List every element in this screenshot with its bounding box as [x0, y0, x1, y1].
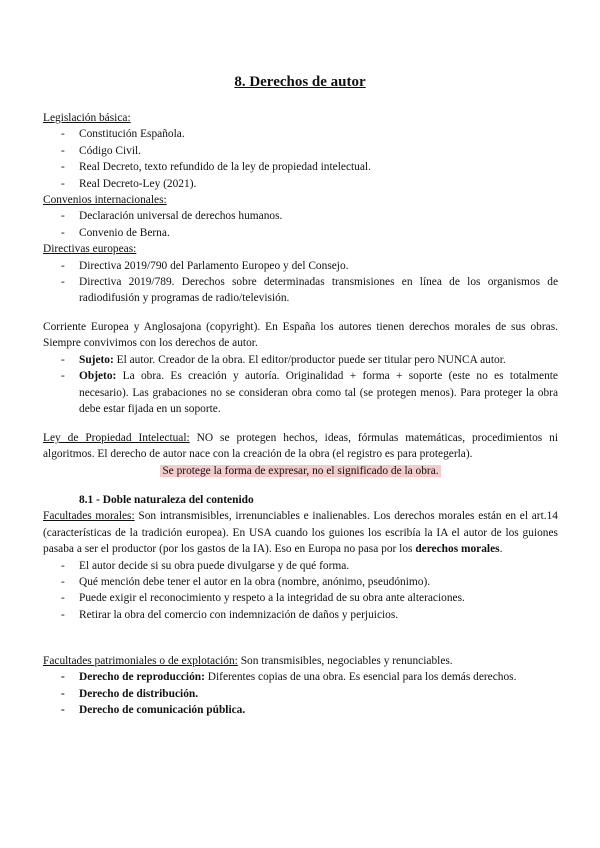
section-8-1-heading: 8.1 - Doble naturaleza del contenido	[79, 494, 254, 506]
patrimoniales-paragraph: Facultades patrimoniales o de explotación: Son transmisibles, negociables y renunciables.	[43, 655, 453, 667]
morales-list	[43, 558, 558, 624]
patrimoniales-section	[43, 653, 558, 719]
directivas-heading: Directivas europeas:	[43, 243, 137, 256]
morales-paragraph: Facultades morales: Son intransmisibles, irrenunciables e inalienables. Los derechos morales están en el art.14 (características de la tradición europea). En USA cuando los guiones los escribía la IA el autor de los guiones pasaba a ser el productor (por los gastos de la IA). Eso en Europa no pasa por los derechos morales.	[43, 510, 559, 556]
corriente-list	[43, 352, 558, 418]
list-item: - Real Decreto, texto refundido de la ley de propiedad intelectual.	[61, 161, 371, 174]
list-item: - Directiva 2019/790 del Parlamento Europeo y del Consejo.	[61, 259, 349, 272]
highlighted-note: Se protege la forma de expresar, no el significado de la obra.	[162, 464, 439, 477]
list-item: - Directiva 2019/789. Derechos sobre determinadas transmisiones en línea de los organismos de radiodifusión y programas de radio/televisión.	[61, 276, 558, 305]
convenios-list	[43, 208, 558, 241]
list-item-objeto: - Objeto: La obra. Es creación y autoría. Originalidad + forma + soporte (este no es totalmente necesario). Las grabaciones no se consideran obra como tal (se protegen menos). Para proteger la obra debe estar fijada en un soporte.	[61, 370, 558, 416]
ley-paragraph: Ley de Propiedad Intelectual: NO se protegen hechos, ideas, fórmulas matemáticas, procedimientos ni algoritmos. El derecho de autor nace con la creación de la obra (el registro es para protegerla).	[43, 432, 559, 461]
list-item: - Qué mención debe tener el autor en la obra (nombre, anónimo, pseudónimo).	[61, 576, 431, 589]
corriente-paragraph: Corriente Europea y Anglosajona (copyright). En España los autores tienen derechos morales de sus obras. Siempre convivimos con los derechos de autor.	[43, 321, 558, 350]
list-item: - Derecho de distribución.	[61, 687, 199, 700]
list-item: - Derecho de reproducción: Diferentes copias de una obra. Es esencial para los demás derechos.	[61, 671, 517, 684]
ley-highlight-row	[43, 463, 558, 479]
list-item: - Retirar la obra del comercio con indemnización de daños y perjuicios.	[61, 608, 399, 621]
list-item: - Declaración universal de derechos humanos.	[61, 210, 283, 223]
convenios-heading: Convenios internacionales:	[43, 194, 167, 207]
legislacion-list	[43, 126, 558, 192]
patrimoniales-list	[43, 669, 558, 718]
list-item: - Código Civil.	[61, 144, 142, 157]
list-item: - Derecho de comunicación pública.	[61, 704, 246, 717]
list-item: - Puede exigir el reconocimiento y respeto a la integridad de su obra ante alteraciones.	[61, 592, 465, 605]
list-item-sujeto: - Sujeto: El autor. Creador de la obra. El editor/productor puede ser titular pero NUNCA autor.	[61, 353, 506, 366]
legislacion-heading: Legislación básica:	[43, 112, 131, 124]
list-item: - Convenio de Berna.	[61, 226, 170, 239]
page-title: 8. Derechos de autor	[234, 74, 366, 90]
list-item: - El autor decide si su obra puede divulgarse y de qué forma.	[61, 559, 350, 572]
ley-section	[43, 430, 558, 479]
legislacion-section	[43, 110, 558, 307]
directivas-list	[43, 258, 558, 307]
section-8-1	[43, 492, 558, 623]
list-item: - Real Decreto-Ley (2021).	[61, 177, 197, 190]
corriente-section	[43, 319, 558, 417]
list-item: - Constitución Española.	[61, 128, 185, 141]
